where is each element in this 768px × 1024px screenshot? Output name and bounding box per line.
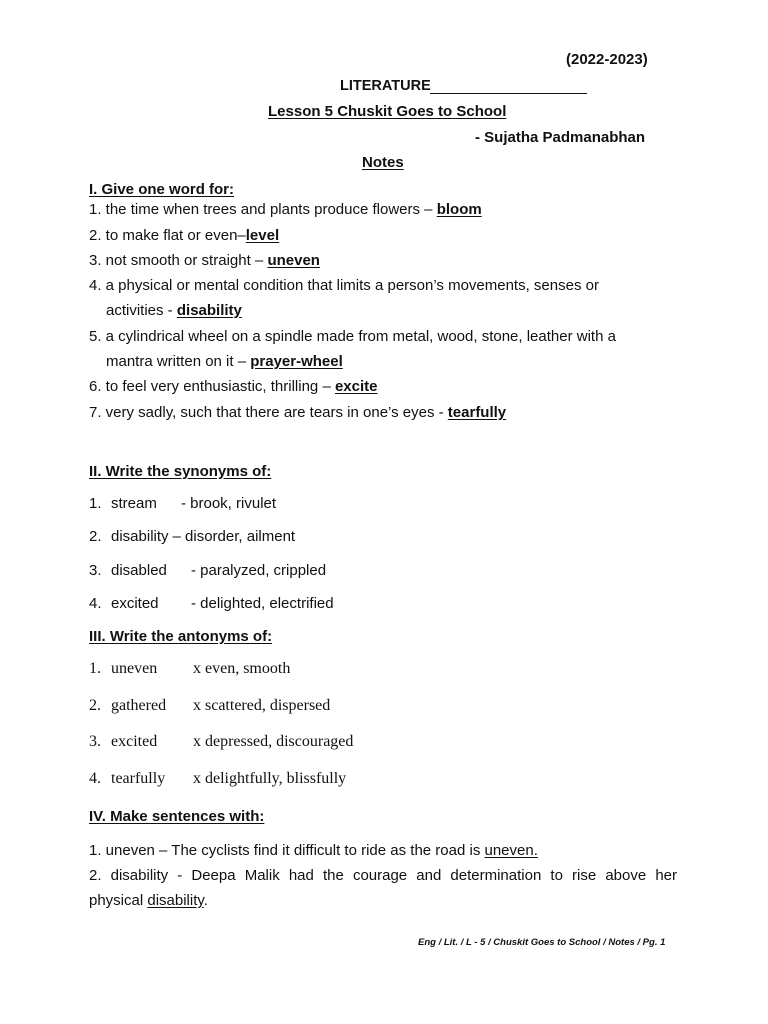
list-item-continuation: activities - disability — [106, 302, 242, 319]
synonym-row: 4. excited - delighted, electrified — [89, 595, 334, 612]
author-name: - Sujatha Padmanabhan — [475, 129, 646, 146]
answer-word: level — [245, 227, 280, 244]
antonym-row: 4. tearfully x delightfully, blissfully — [89, 770, 347, 787]
answer-word: uneven — [267, 252, 320, 269]
page-footer: Eng / Lit. / L - 5 / Chuskit Goes to School / Notes / Pg. 1 — [418, 937, 666, 948]
subject-title: LITERATURE — [340, 78, 431, 94]
sentence-item: 2. disability - Deepa Malik had the courage and determination to rise above her — [89, 867, 677, 884]
academic-year: (2022-2023) — [566, 51, 648, 68]
list-item: 7. very sadly, such that there are tears in one’s eyes - tearfully — [89, 404, 507, 421]
lesson-title: Lesson 5 Chuskit Goes to School — [268, 103, 507, 120]
section1-heading: I. Give one word for: — [89, 181, 235, 198]
list-item: 5. a cylindrical wheel on a spindle made from metal, wood, stone, leather with a — [89, 328, 616, 345]
highlighted-word: uneven. — [484, 842, 538, 859]
highlighted-word: disability — [147, 892, 204, 909]
synonym-row: 2. disability – disorder, ailment — [89, 528, 296, 545]
sentence-item: 1. uneven – The cyclists find it difficult to ride as the road is uneven. — [89, 842, 538, 859]
antonym-row: 2. gathered x scattered, dispersed — [89, 697, 331, 714]
antonym-row: 1. uneven x even, smooth — [89, 660, 291, 677]
section2-heading: II. Write the synonyms of: — [89, 463, 272, 480]
list-item: 4. a physical or mental condition that limits a person’s movements, senses or — [89, 277, 599, 294]
section4-heading: IV. Make sentences with: — [89, 808, 265, 825]
answer-word: prayer-wheel — [250, 353, 343, 370]
list-item: 6. to feel very enthusiastic, thrilling – excite — [89, 378, 378, 395]
section3-heading: III. Write the antonyms of: — [89, 628, 273, 645]
synonym-row: 3. disabled - paralyzed, crippled — [89, 562, 327, 579]
synonym-row: 1. stream - brook, rivulet — [89, 495, 277, 512]
answer-word: tearfully — [447, 404, 507, 421]
antonym-row: 3. excited x depressed, discouraged — [89, 733, 354, 750]
answer-word: bloom — [436, 201, 482, 218]
list-item-continuation: mantra written on it – prayer-wheel — [106, 353, 343, 370]
list-item: 2. to make flat or even–level — [89, 227, 280, 244]
list-item: 3. not smooth or straight – uneven — [89, 252, 320, 269]
answer-word: disability — [176, 302, 242, 319]
list-item: 1. the time when trees and plants produce flowers – bloom — [89, 201, 482, 218]
notes-title: Notes — [362, 154, 404, 171]
answer-word: excite — [334, 378, 378, 395]
subject-underline — [430, 93, 587, 94]
sentence-continuation: physical disability. — [89, 892, 208, 909]
